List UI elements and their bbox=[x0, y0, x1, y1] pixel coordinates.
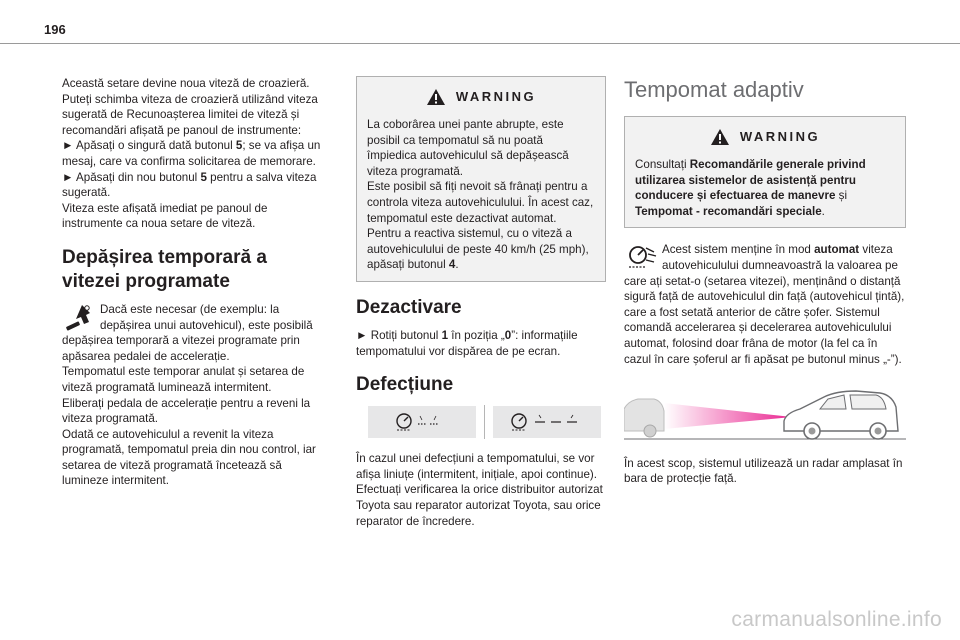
warning-triangle-icon bbox=[426, 88, 446, 106]
radar-following-car-illustration bbox=[624, 381, 906, 441]
intro-outro: Viteza este afișată imediat pe panoul de instrumente ca noua setare de viteză. bbox=[62, 201, 268, 231]
bullet-press-again: ► Apăsați din nou butonul 5 pentru a salva viteza sugerată. bbox=[62, 170, 317, 200]
warning-box-descent bbox=[356, 76, 606, 282]
top-rule bbox=[0, 43, 960, 44]
adaptive-para-1: Acest sistem menține în mod automat viteza autovehiculului dumneavoastră la valoarea pe care ați setat-o (setarea vitezei), menținând o distanță sigură față de autovehiculul din față (autovehicul țintă), care a fost setată anterior de către șofer. Sistemul comandă accelerarea și decelerarea autovehiculului automat, folosind doar frâna de motor (la fel ca în cazul în care șoferul ar fi apăsat pe butonul minus „-”). bbox=[624, 243, 905, 366]
warning-para-3: Pentru a reactiva sistemul, cu o viteză a autovehiculului de peste 40 km/h (25 mph), apăsați butonul 4. bbox=[367, 227, 589, 272]
deactivate-para: ► Rotiți butonul 1 în poziția „0”: informațiile tempomatului vor dispărea de pe ecran. bbox=[356, 328, 578, 358]
intro-line-1: Această setare devine noua viteză de croazieră. bbox=[62, 77, 310, 90]
fault-display-flashing bbox=[368, 406, 476, 438]
fault-display-continuous bbox=[493, 406, 601, 438]
watermark: carmanualsonline.info bbox=[731, 608, 942, 631]
warning-para-1: La coborârea unei pante abrupte, este posibil ca tempomatul să nu poată împiedica autovehiculul să depășească viteza programată. bbox=[367, 118, 569, 178]
section-title-override: Depășirea temporară a vitezei programate bbox=[62, 246, 267, 292]
warning-triangle-icon bbox=[710, 128, 730, 146]
fault-para: În cazul unei defecțiuni a tempomatului, se vor afișa liniuțe (intermitent, inițiale, apoi continue). Efectuați verificarea la orice distribuitor autorizat Toyota sau reparator autorizat Toyota, sau orice reparator de încredere. bbox=[356, 452, 603, 528]
warning-para-2: Este posibil să fiți nevoit să frânați pentru a controla viteza autovehiculului. În acest caz, tempomatul este dezactivat automat. bbox=[367, 180, 594, 225]
warning-title: WARNING bbox=[455, 89, 537, 105]
cruise-dashes-flashing-icon bbox=[392, 410, 452, 434]
adaptive-para-2: În acest scop, sistemul utilizează un radar amplasat în bara de protecție față. bbox=[624, 456, 903, 486]
override-para-4: Odată ce autovehiculul a revenit la viteza programată, tempomatul preia din nou control, iar setarea de viteză programată încetează să lumineze intermitent. bbox=[62, 427, 316, 488]
column-right bbox=[624, 76, 906, 487]
warning-header-adaptive bbox=[635, 123, 895, 151]
column-left bbox=[62, 76, 330, 489]
fault-display-separator bbox=[484, 405, 485, 439]
override-paragraphs bbox=[62, 302, 330, 489]
section-title-fault: Defecțiune bbox=[356, 374, 454, 396]
warning-header bbox=[367, 83, 595, 111]
cruise-dashes-continuous-icon bbox=[507, 410, 587, 434]
bullet-press-once: ► Apăsați o singură dată butonul 5; se va afișa un mesaj, care va confirma solicitarea de memorare. bbox=[62, 139, 321, 168]
override-para-3: Eliberați pedala de accelerație pentru a reveni la viteza programată. bbox=[62, 396, 311, 426]
warning-box-adaptive bbox=[624, 116, 906, 228]
override-para-1: Dacă este necesar (de exemplu: la depășirea unui autovehicul), este posibilă depășirea temporară a vitezei programate prin apăsarea pedalei de accelerație. bbox=[62, 302, 313, 363]
section-title-deactivate: Dezactivare bbox=[356, 296, 462, 318]
page-title-adaptive-cruise: Tempomat adaptiv bbox=[624, 77, 804, 102]
accelerator-pedal-icon bbox=[62, 302, 96, 332]
intro-line-2: Puteți schimba viteza de croazieră utilizând viteza sugerată de Recunoașterea limitei de viteză și recomandări afișată pe panoul de instrumente: bbox=[62, 92, 318, 137]
column-middle bbox=[356, 76, 606, 529]
override-para-2: Tempomatul este temporar anulat și setarea de viteză programată luminează intermitent. bbox=[62, 365, 305, 394]
adaptive-cruise-icon bbox=[624, 242, 658, 272]
warning-title-adaptive: WARNING bbox=[739, 129, 821, 145]
page-number: 196 bbox=[44, 22, 66, 37]
fault-display-illustration bbox=[368, 405, 606, 439]
adaptive-description bbox=[624, 242, 906, 367]
warning-adaptive-para: Consultați Recomandările generale privind utilizarea sistemelor de asistență pentru conducere și efectuarea de manevre și Tempomat - recomandări speciale. bbox=[635, 158, 866, 218]
